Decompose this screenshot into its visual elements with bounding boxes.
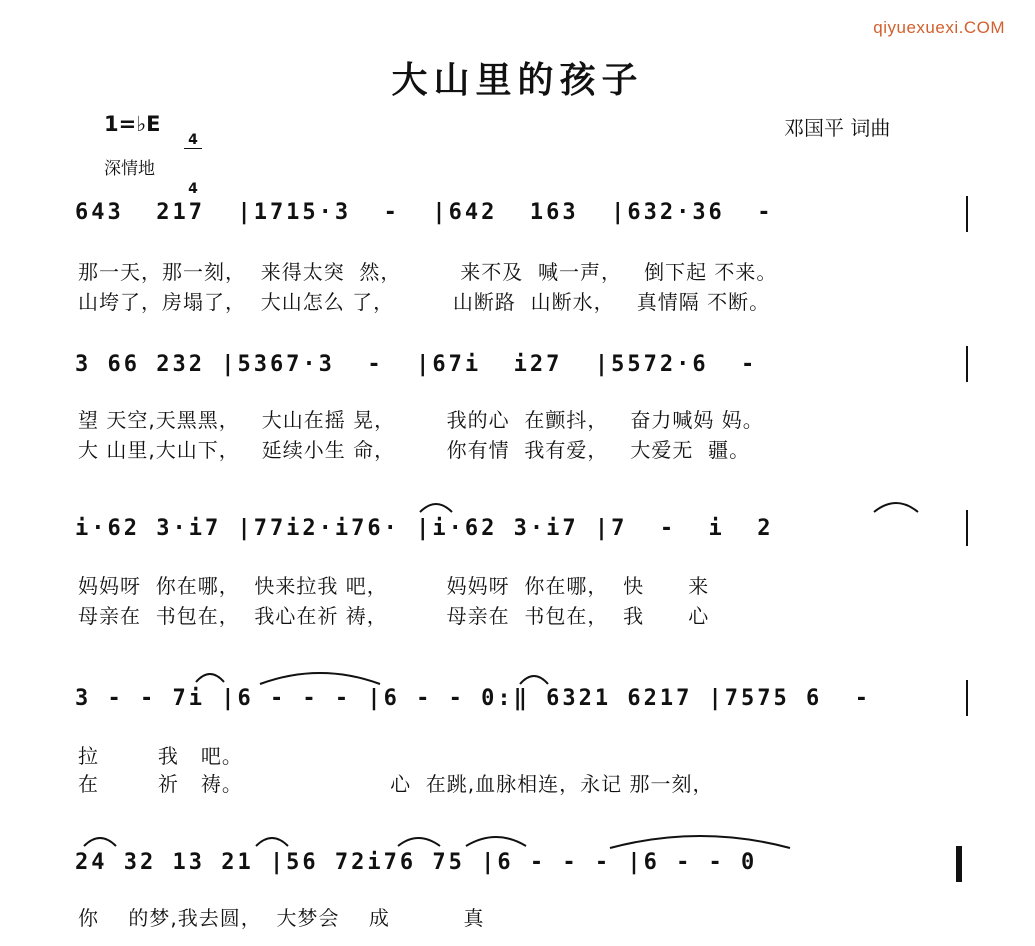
slur (398, 838, 440, 846)
key-signature: 1=♭E (104, 112, 161, 136)
lyric-line-4-verse-2: 在 祈 祷。 心 在跳,血脉相连，永记 那一刻， (78, 772, 714, 796)
tie (260, 673, 380, 684)
slur (520, 676, 548, 684)
time-signature-bottom: 4 (188, 181, 198, 197)
slur (874, 503, 918, 512)
slur (84, 838, 116, 846)
time-signature-top: 4 (184, 132, 202, 149)
tempo-marking: 深情地 (104, 159, 155, 179)
score-line-1: 643 217 |1715·3 - |642 163 |632·36 - (75, 200, 774, 225)
lyric-line-4-verse-1: 拉 我 吧。 (78, 744, 243, 768)
tie (610, 836, 790, 848)
lyric-line-3-verse-2: 母亲在 书包在， 我心在祈 祷， 母亲在 书包在， 我 心 (78, 604, 710, 628)
score-line-4: 3 - - 7i |6 - - - |6 - - 0:‖ 6321 6217 |7575 6 - (75, 686, 872, 711)
song-title: 大山里的孩子 (391, 59, 644, 101)
slur (256, 838, 288, 846)
lyric-line-1-verse-1: 那一天，那一刻， 来得太突 然， 来不及 喊一声， 倒下起 不来。 (78, 260, 778, 284)
watermark: qiyuexuexi.COM (873, 18, 1005, 37)
slur (420, 504, 452, 512)
lyric-line-3-verse-1: 妈妈呀 你在哪， 快来拉我 吧， 妈妈呀 你在哪， 快 来 (78, 574, 710, 598)
lyric-line-1-verse-2: 山垮了，房塌了， 大山怎么 了， 山断路 山断水， 真情隔 不断。 (78, 290, 771, 314)
score-line-2: 3 66 232 |5367·3 - |67i i27 |5572·6 - (75, 352, 758, 377)
lyric-line-2-verse-2: 大 山里,大山下， 延续小生 命， 你有情 我有爱， 大爱无 疆。 (78, 438, 751, 462)
slur (196, 674, 224, 682)
slur (466, 837, 526, 846)
score-line-5: 24 32 13 21 |56 72i76 75 |6 - - - |6 - - 0 (75, 850, 758, 875)
composer-credit: 邓国平 词曲 (784, 116, 891, 140)
lyric-line-2-verse-1: 望 天空,天黑黑， 大山在摇 晃， 我的心 在颤抖， 奋力喊妈 妈。 (78, 408, 764, 432)
lyric-line-5-verse-1: 你 的梦,我去圆， 大梦会 成 真 (78, 906, 485, 930)
score-line-3: i·62 3·i7 |77i2·i76· |i·62 3·i7 |7 - i 2 (75, 516, 774, 541)
